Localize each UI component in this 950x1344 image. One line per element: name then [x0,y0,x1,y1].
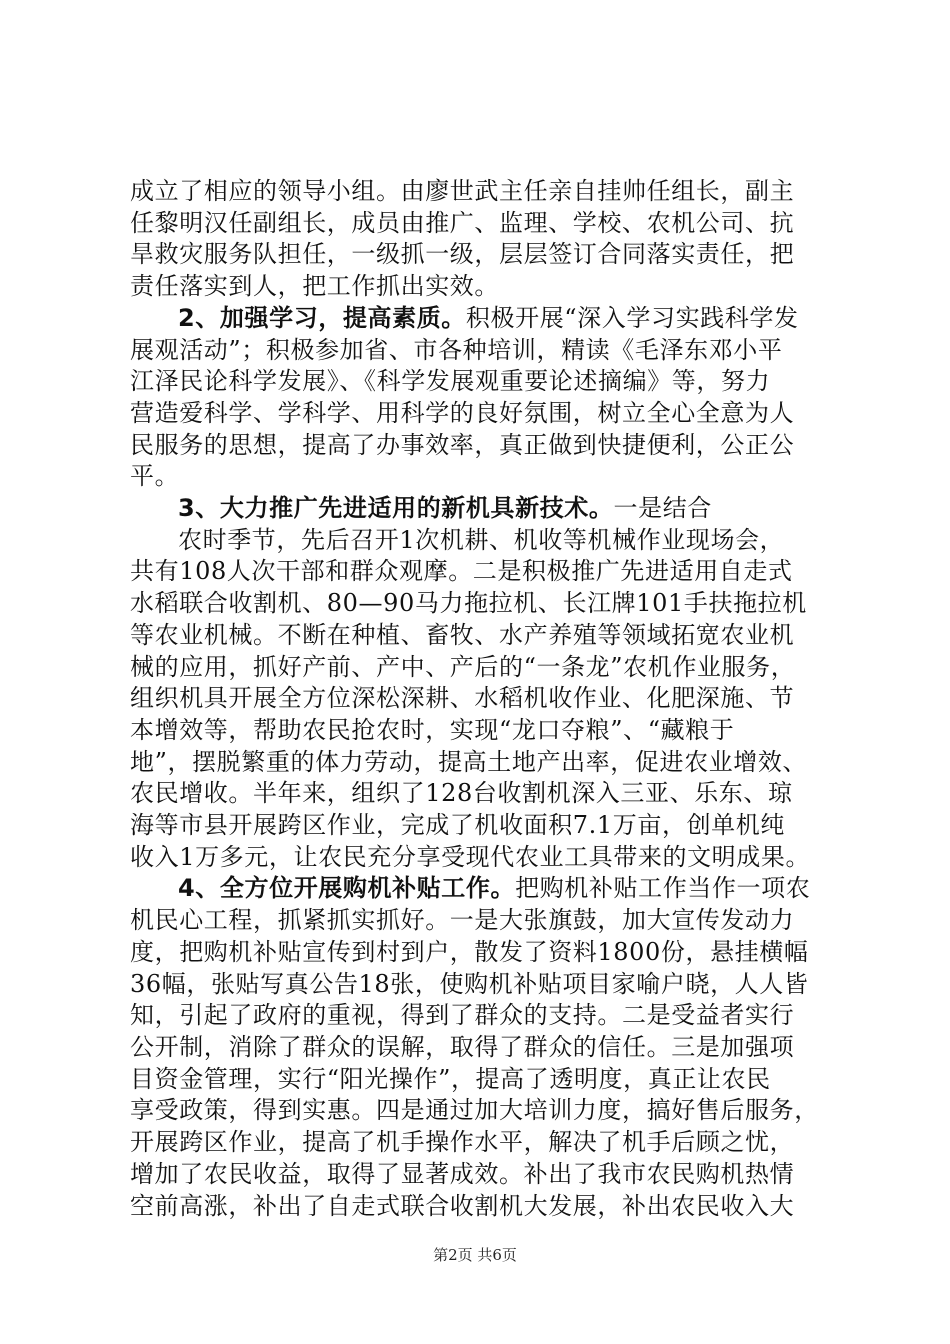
text-line: 农时季节，先后召开1次机耕、机收等机械作业现场会， [178,525,785,554]
section-heading-4: 4、全方位开展购机补贴工作。 [178,874,516,903]
text-run: 一是结合 [613,494,712,523]
paragraph-3-first-line [130,493,830,525]
document-body [130,176,830,1222]
paragraph-4-first-line [130,873,830,905]
page-number-label: 第2页 共6页 [433,1246,517,1264]
paragraph-2-first-line [130,303,830,335]
text-line: 目资金管理，实行“阳光操作”，提高了透明度，真正让农民 [130,1064,771,1093]
text-line: 收入1万多元，让农民充分享受现代农业工具带来的文明成果。 [130,842,811,871]
text-line: 共有108人次干部和群众观摩。二是积极推广先进适用自走式 [130,557,793,586]
text-line: 任黎明汉任副组长，成员由推广、监理、学校、农机公司、抗 [130,208,795,237]
text-line: 农民增收。半年来，组织了128台收割机深入三亚、乐东、琼 [130,779,793,808]
text-line: 海等市县开展跨区作业，完成了机收面积7.1万亩，创单机纯 [130,811,785,840]
text-line: 旱救灾服务队担任，一级抓一级，层层签订合同落实责任，把 [130,240,795,269]
text-line: 享受政策，得到实惠。四是通过加大培训力度，搞好售后服务， [130,1096,819,1125]
text-line: 水稻联合收割机、80—90马力拖拉机、长江牌101手扶拖拉机 [130,589,807,618]
section-heading-3: 3、大力推广先进适用的新机具新技术。 [178,494,614,523]
text-run: 积极开展“深入学习实践科学发 [465,303,799,332]
text-line: 平。 [130,462,180,491]
text-line: 械的应用，抓好产前、产中、产后的“一条龙”农机作业服务， [130,652,796,681]
text-line: 等农业机械。不断在种植、畜牧、水产养殖等领域拓宽农业机 [130,620,795,649]
text-line: 责任落实到人，把工作抓出实效。 [130,272,499,301]
text-line: 知，引起了政府的重视，得到了群众的支持。二是受益者实行 [130,1001,795,1030]
text-line: 本增效等，帮助农民抢农时，实现“龙口夺粮”、“藏粮于 [130,715,735,744]
text-line: 度，把购机补贴宣传到村到户，散发了资料1800份，悬挂横幅 [130,937,809,966]
text-line: 营造爱科学、学科学、用科学的良好氛围，树立全心全意为人 [130,398,795,427]
section-heading-2: 2、加强学习，提高素质。 [178,303,466,332]
text-line: 36幅，张贴写真公告18张，使购机补贴项目家喻户晓，人人皆 [130,969,809,998]
text-line: 增加了农民收益，取得了显著成效。补出了我市农民购机热情 [130,1159,795,1188]
page-footer [0,1244,950,1265]
text-run: 把购机补贴工作当作一项农 [515,874,811,903]
text-line: 江泽民论科学发展》、《科学发展观重要论述摘编》等，努力 [130,367,771,396]
text-line: 组织机具开展全方位深松深耕、水稻机收作业、化肥深施、节 [130,684,795,713]
text-line: 展观活动”；积极参加省、市各种培训，精读《毛泽东邓小平 [130,335,783,364]
text-line: 成立了相应的领导小组。由廖世武主任亲自挂帅任组长，副主 [130,177,795,205]
text-line: 公开制，消除了群众的误解，取得了群众的信任。三是加强项 [130,1032,795,1061]
text-line: 地”，摆脱繁重的体力劳动，提高土地产出率，促进农业增效、 [130,747,808,776]
text-line: 机民心工程，抓紧抓实抓好。一是大张旗鼓，加大宣传发动力 [130,906,795,935]
text-line: 开展跨区作业，提高了机手操作水平，解决了机手后顾之忧， [130,1128,795,1157]
text-line: 空前高涨，补出了自走式联合收割机大发展，补出农民收入大 [130,1191,795,1220]
text-line: 民服务的思想，提高了办事效率，真正做到快捷便利，公正公 [130,430,795,459]
